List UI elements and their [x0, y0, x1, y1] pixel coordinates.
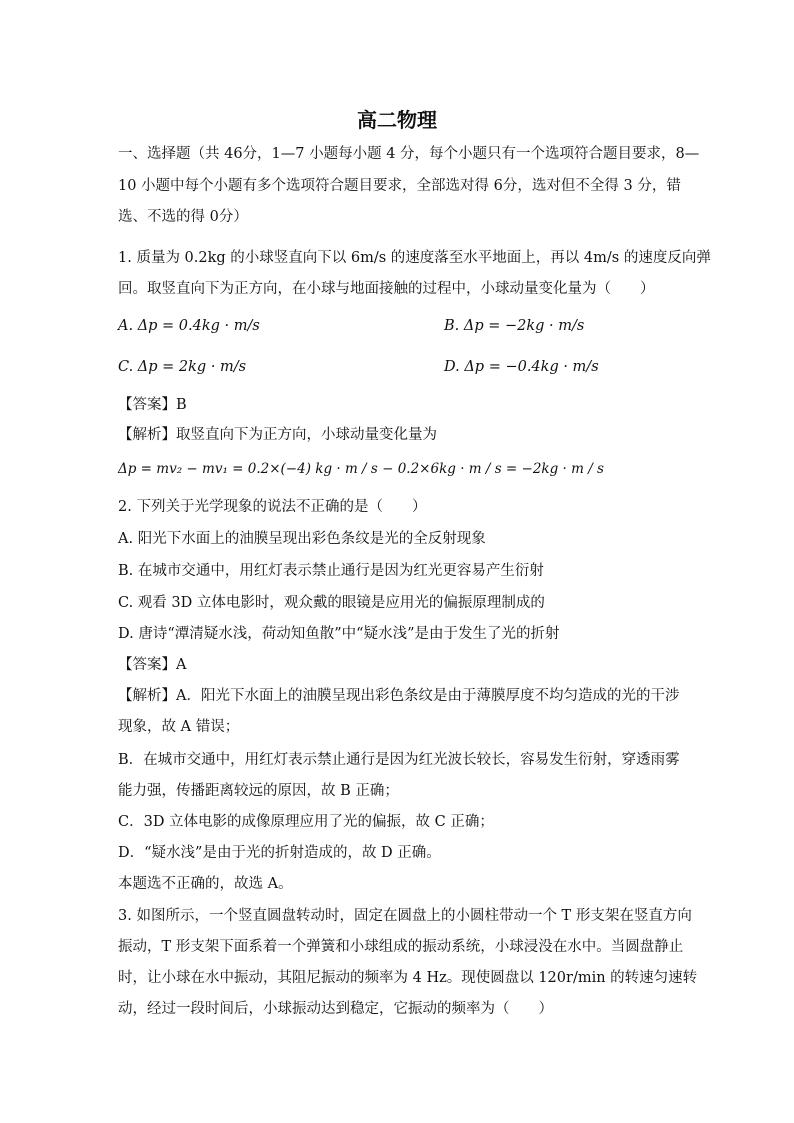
q3-stem-line: 3. 如图所示，一个竖直圆盘转动时，固定在圆盘上的小圆柱带动一个 T 形支架在竖直方向	[118, 908, 692, 924]
q1-stem-line: 回。取竖直向下为正方向，在小球与地面接触的过程中，小球动量变化量为（ ）	[118, 281, 655, 297]
q2-analysis-line: 本题选不正确的，故选 A。	[118, 876, 293, 892]
q3-stem-line: 动，经过一段时间后，小球振动达到稳定，它振动的频率为（ ）	[118, 1001, 553, 1017]
q1-option-c: C. Δp = 2kg · m/s	[118, 359, 247, 375]
q2-option-d: D. 唐诗“潭清疑水浅，荷动知鱼散”中“疑水浅”是由于发生了光的折射	[118, 626, 560, 642]
q1-option-a: A. Δp = 0.4kg · m/s	[118, 318, 260, 334]
q2-analysis-line: D．“疑水浅”是由于光的折射造成的，故 D 正确。	[118, 845, 441, 861]
q2-analysis-line: B．在城市交通中，用红灯表示禁止通行是因为红光波长较长，容易发生衍射，穿透雨雾	[118, 752, 680, 768]
q2-analysis-line: 【解析】A．阳光下水面上的油膜呈现出彩色条纹是由于薄膜厚度不均匀造成的光的干涉	[118, 688, 680, 704]
q2-stem: 2. 下列关于光学现象的说法不正确的是（ ）	[118, 499, 427, 515]
section-header-line: 选、不选的得 0分）	[118, 209, 248, 225]
q3-stem-line: 振动，T 形支架下面系着一个弹簧和小球组成的振动系统，小球浸没在水中。当圆盘静止	[118, 939, 684, 955]
q2-answer: 【答案】A	[118, 657, 187, 673]
q2-option-a: A. 阳光下水面上的油膜呈现出彩色条纹是光的全反射现象	[118, 531, 486, 547]
q1-formula: Δp = mv₂ − mv₁ = 0.2×(−4) kg · m / s − 0.2×6kg · m / s = −2kg · m / s	[118, 461, 604, 477]
q1-stem-line: 1. 质量为 0.2kg 的小球竖直向下以 6m/s 的速度落至水平地面上，再以 4m/s 的速度反向弹	[118, 250, 711, 266]
q3-stem-line: 时，让小球在水中振动，其阻尼振动的频率为 4 Hz。现使圆盘以 120r/min 的转速匀速转	[118, 970, 698, 986]
q2-analysis-line: C．3D 立体电影的成像原理应用了光的偏振，故 C 正确；	[118, 814, 494, 830]
page-title: 高二物理	[357, 108, 437, 132]
q1-option-d: D. Δp = −0.4kg · m/s	[444, 359, 599, 375]
section-header-line: 一、选择题（共 46分，1—7 小题每小题 4 分，每个小题只有一个选项符合题目要求，8—	[118, 146, 700, 162]
q1-option-b: B. Δp = −2kg · m/s	[444, 318, 585, 334]
q1-analysis: 【解析】取竖直向下为正方向，小球动量变化量为	[118, 427, 437, 443]
section-header-line: 10 小题中每个小题有多个选项符合题目要求，全部选对得 6分，选对但不全得 3 分，错	[118, 178, 681, 194]
q2-option-c: C. 观看 3D 立体电影时，观众戴的眼镜是应用光的偏振原理制成的	[118, 595, 545, 611]
q2-analysis-line: 能力强，传播距离较远的原因，故 B 正确；	[118, 783, 399, 799]
q2-analysis-line: 现象，故 A 错误；	[118, 719, 240, 735]
q2-option-b: B. 在城市交通中，用红灯表示禁止通行是因为红光更容易产生衍射	[118, 563, 544, 579]
q1-answer: 【答案】B	[118, 397, 187, 413]
